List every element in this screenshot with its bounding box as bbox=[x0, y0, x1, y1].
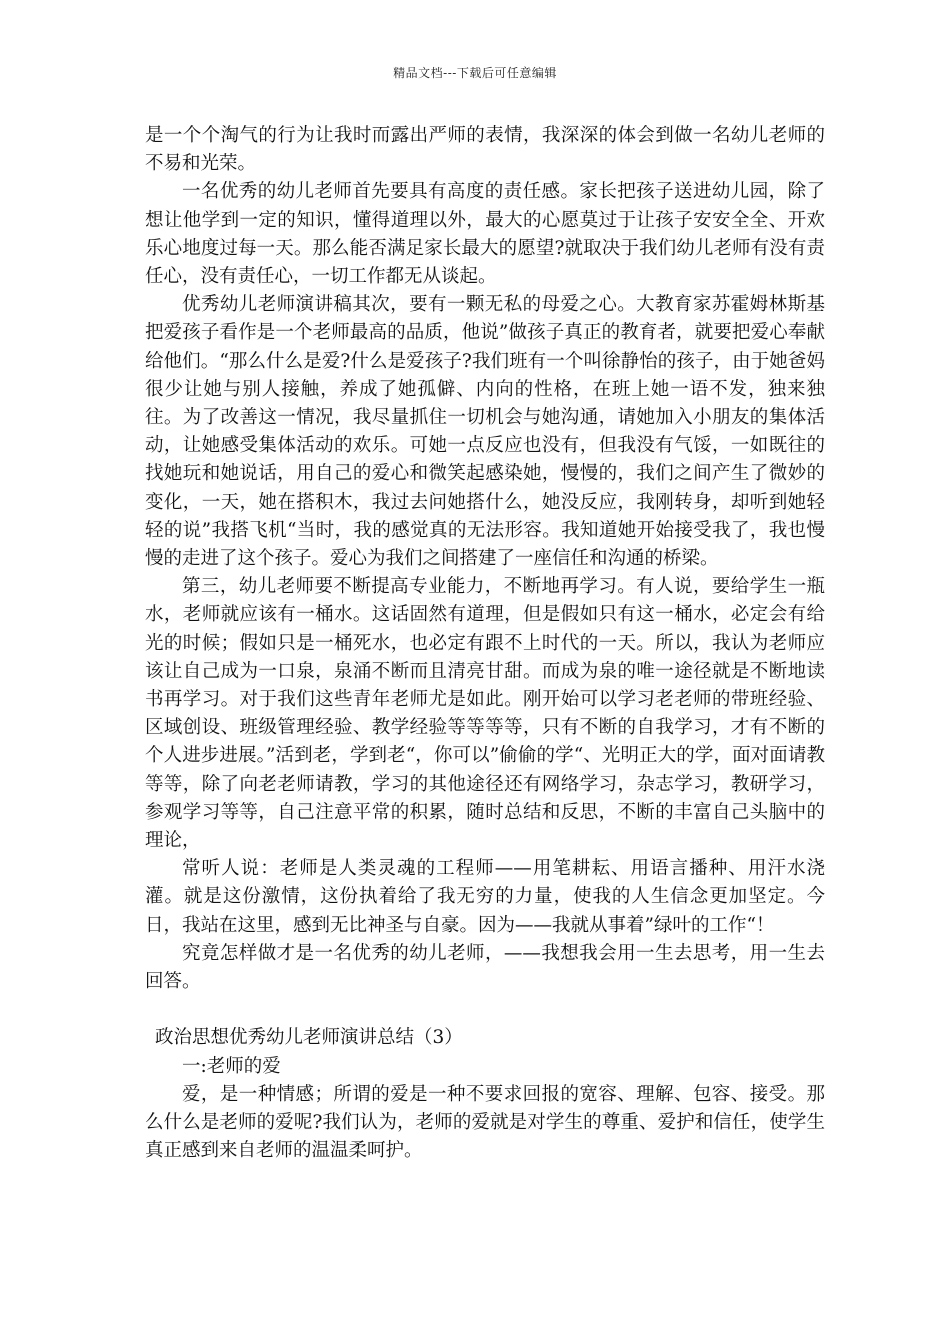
section-spacer bbox=[145, 996, 825, 1024]
paragraph-continuation: 是一个个淘气的行为让我时而露出严师的表情，我深深的体会到做一名幼儿老师的不易和光荣。 bbox=[145, 125, 825, 175]
paragraph-responsibility: 一名优秀的幼儿老师首先要具有高度的责任感。家长把孩子送进幼儿园，除了想让他学到一定的知识，懂得道理以外，最大的心愿莫过于让孩子安安全全、开欢乐心地度过每一天。那么能否满足家长最大的愿望?就取决于我们幼儿老师有没有责任心，没有责任心，一切工作都无从谈起。 bbox=[145, 181, 825, 288]
subheading: 一:老师的爱 bbox=[182, 1055, 281, 1077]
section-title: 政治思想优秀幼儿老师演讲总结（3） bbox=[155, 1027, 463, 1049]
paragraph-soul-engineer: 常听人说：老师是人类灵魂的工程师——用笔耕耘、用语言播种、用汗水浇灌。就是这份激情，这份执着给了我无穷的力量，使我的人生信念更加坚定。今日，我站在这里，感到无比神圣与自豪。因为——我就从事着”绿叶的工作“！ bbox=[145, 858, 825, 936]
paragraph-continuous-learning: 第三，幼儿老师要不断提高专业能力，不断地再学习。有人说，要给学生一瓶水，老师就应该有一桶水。这话固然有道理，但是假如只有这一桶水，必定会有给光的时候；假如只是一桶死水，也必定有跟不上时代的一天。所以，我认为老师应该让自己成为一口泉，泉涌不断而且清亮甘甜。而成为泉的唯一途径就是不断地读书再学习。对于我们这些青年老师尤是如此。刚开始可以学习老老师的带班经验、区域创设、班级管理经验、教学经验等等等等，只有不断的自我学习，才有不断的个人进步进展。”活到老，学到老“，你可以”偷偷的学“、光明正大的学，面对面请教等等，除了向老老师请教，学习的其他途径还有网络学习，杂志学习，教研学习，参观学习等等，自己注意平常的积累，随时总结和反思，不断的丰富自己头脑中的理论， bbox=[145, 576, 825, 852]
paragraph-conclusion: 究竟怎样做才是一名优秀的幼儿老师，——我想我会用一生去思考，用一生去回答。 bbox=[145, 942, 825, 993]
paragraph-teacher-love: 爱，是一种情感；所谓的爱是一种不要求回报的宽容、理解、包容、接受。那么什么是老师的爱呢?我们认为，老师的爱就是对学生的尊重、爱护和信任，使学生真正感到来自老师的温温柔呵护。 bbox=[145, 1083, 825, 1162]
paragraph-maternal-love: 优秀幼儿老师演讲稿其次，要有一颗无私的母爱之心。大教育家苏霍姆林斯基把爱孩子看作是一个老师最高的品质，他说”做孩子真正的教育者，就要把爱心奉献给他们。“那么什么是爱?什么是爱孩子?我们班有一个叫徐静怡的孩子，由于她爸妈很少让她与别人接触，养成了她孤僻、内向的性格，在班上她一语不发，独来独往。为了改善这一情况，我尽量抓住一切机会与她沟通，请她加入小朋友的集体活动，让她感受集体活动的欢乐。可她一点反应也没有，但我没有气馁，一如既往的找她玩和她说话，用自己的爱心和微笑起感染她，慢慢的，我们之间产生了微妙的变化，一天，她在搭积木，我过去问她搭什么，她没反应，我刚转身，却听到她轻轻的说”我搭飞机“当时，我的感觉真的无法形容。我知道她开始接受我了，我也慢慢的走进了这个孩子。爱心为我们之间搭建了一座信任和沟通的桥梁。 bbox=[145, 294, 825, 570]
page-header: 精品文档---下载后可任意编辑 bbox=[393, 66, 557, 80]
document-body bbox=[145, 122, 825, 1165]
